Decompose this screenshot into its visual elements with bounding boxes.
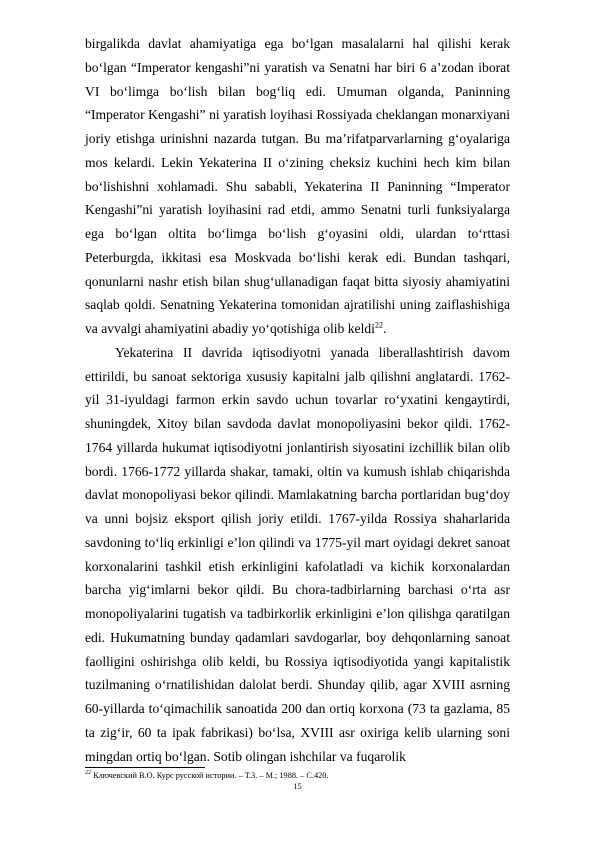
body-paragraph-2: Yekaterina II davrida iqtisodiyotni yanada liberallashtirish davom ettirildi, bu sanoat sektoriga xususiy kapitalni jalb qilishni anglatardi. 1762-yil 31-iyuldagi farmon erkin savdo uchun tovarlar roʻyxatini kengaytirdi, shuningdek, Xitoy bilan savdoda davlat monopoliyasini bekor qildi. 1762-1764 yillarda hukumat iqtisodiyotni jonlantirish siyosatini izchillik bilan olib bordi. 1766-1772 yillarda shakar, tamaki, oltin va kumush ishlab chiqarishda davlat monopoliyasi bekor qilindi. Mamlakatning barcha portlaridan bugʻdoy va unni bojsiz eksport qilish joriy etildi. 1767-yilda Rossiya shaharlarida savdoning toʻliq erkinligi e’lon qilindi va 1775-yil mart oyidagi dekret sanoat korxonalarini tashkil etish erkinligini kafolatladi va kichik korxonalardan barcha yigʻimlarni bekor qildi. Bu chora-tadbirlarning barchasi oʻrta asr monopoliyalarini tugatish va tadbirkorlik erkinligini e’lon qilishga qaratilgan edi. Hukumatning bunday qadamlari savdogarlar, boy dehqonlarning sanoat faolligini oshirishga olib keldi, bu Rossiya iqtisodiyotida yangi kapitalistik tuzilmaning oʻrnatilishidan dalolat berdi. Shunday qilib, agar XVIII asrning 60-yillarda toʻqimachilik sanoatida 200 dan ortiq korxona (73 ta gazlama, 85 ta zigʻir, 60 ta ipak fabrikasi) boʻlsa, XVIII asr oxiriga kelib ularning soni mingdan ortiq boʻlgan. Sotib olingan ishchilar va fuqarolik [85,344,510,764]
footnote [85,770,510,781]
footnote-divider [85,767,205,768]
footnote-reference[interactable]: 22 [374,320,383,330]
footnote-number: 22 [85,770,91,777]
page-number: 15 [293,781,302,791]
paragraph-1-end: . [382,321,387,336]
body-paragraph-1 [85,32,510,341]
page-body [85,32,510,768]
paragraph-1-text: birgalikda davlat ahamiyatiga ega boʻlgan masalalarni hal qilishi kerak boʻlgan “Imperator kengashi”ni yaratish va Senatni har biri 6 a’zodan iborat VI boʻlimga boʻlish bilan bogʻliq edi. Umuman olganda, Paninning “Imperator Kengashi” ni yaratish loyihasi Rossiyada cheklangan monarxiyani joriy etishga urinishni nazarda tutgan. Bu ma’rifatparvarlarning gʻoyalariga mos kelardi. Lekin Yekaterina II oʻzining cheksiz kuchini hech kim bilan boʻlishishni xohlamadi. Shu sababli, Yekaterina II Paninning “Imperator Kengashi”ni yaratish loyihasini rad etdi, ammo Senatni turli funksiyalarga ega boʻlgan oltita boʻlimga boʻlish gʻoyasini oldi, ulardan toʻrttasi Peterburgda, ikkitasi esa Moskvada boʻlishi kerak edi. Bundan tashqari, qonunlarni nashr etish bilan shugʻullanadigan faqat bitta siyosiy ahamiyatini saqlab qoldi. Senatning Yekaterina tomonidan ajratilishi uning zaiflashishiga va avvalgi ahamiyatini abadiy yoʻqotishiga olib keldi [85,36,510,336]
footnote-text: Ключевский В.О. Курс русской истории. – Т.3. – М.; 1988. – С.420. [91,771,329,780]
